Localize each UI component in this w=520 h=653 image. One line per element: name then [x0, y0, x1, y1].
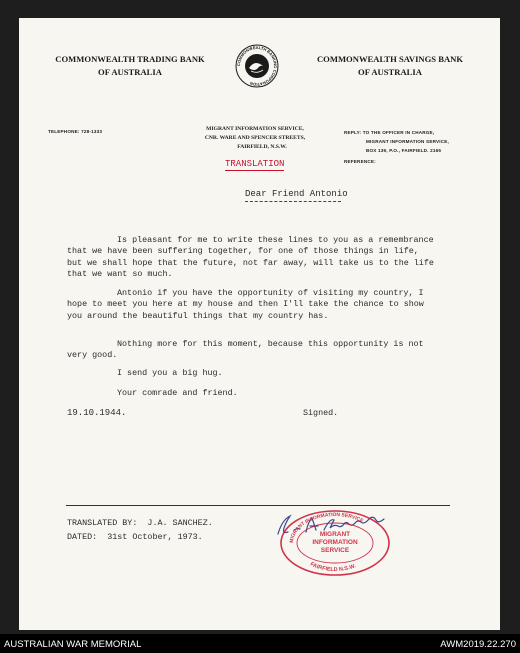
savings-bank-line-1: COMMONWEALTH SAVINGS BANK	[316, 54, 464, 64]
paragraph-4: I send you a big hug.	[117, 368, 223, 378]
trading-bank-name	[35, 53, 225, 79]
trading-bank-line-2: OF AUSTRALIA	[98, 67, 162, 77]
translation-date: DATED: 31st October, 1973.	[67, 532, 203, 542]
section-divider	[66, 505, 450, 506]
letter-date: 19.10.1944.	[67, 408, 127, 418]
stamp-ring-text: MIGRANT INFORMATION SERVICE	[288, 511, 365, 544]
stamp-bottom-text: FAIRFIELD N.S.W.	[309, 561, 357, 574]
signed-label: Signed.	[303, 408, 339, 418]
reference-label: REFERENCE:	[344, 159, 376, 164]
paragraph-3: Nothing more for this moment, because this opportunity is not very good.	[67, 339, 424, 361]
translated-by: TRANSLATED BY: J.A. SANCHEZ.	[67, 518, 213, 528]
trading-bank-line-1: COMMONWEALTH TRADING BANK	[55, 54, 205, 64]
stamp-line-2: INFORMATION	[312, 539, 358, 546]
stamp-line-1: MIGRANT	[319, 531, 351, 538]
address-line-2: CNR. WARE AND SPENCER STREETS,	[204, 135, 306, 141]
reply-line-1: REPLY: TO THE OFFICER IN CHARGE,	[344, 130, 435, 135]
paragraph-5: Your comrade and friend.	[117, 388, 238, 398]
migrant-service-stamp	[277, 507, 393, 577]
stamp-line-3: SERVICE	[320, 547, 350, 554]
paragraph-2: Antonio if you have the opportunity of visiting my country, I hope to meet you here at my house and then I'll take the chance to show you around the beautiful things that my country has.	[67, 288, 424, 321]
salutation: Dear Friend Antonio	[245, 189, 348, 199]
archive-id: AWM2019.22.270	[440, 639, 516, 650]
address-line-1: MIGRANT INFORMATION SERVICE,	[206, 126, 304, 132]
archive-footer	[0, 634, 520, 653]
archive-name: AUSTRALIAN WAR MEMORIAL	[4, 639, 142, 650]
reply-line-2: MIGRANT INFORMATION SERVICE,	[366, 139, 450, 144]
reply-line-3: BOX 139, P.O., FAIRFIELD. 2165	[366, 148, 442, 153]
paragraph-1: Is pleasant for me to write these lines to you as a remembrance that we have been suffering together, for one of those things in life, but we shall hope that the future, not far away, will take us to the life that we want so much.	[67, 235, 434, 279]
address-line-3: FAIRFIELD, N.S.W.	[237, 144, 287, 150]
reply-block	[344, 128, 449, 166]
salutation-underline	[245, 201, 341, 202]
translation-heading: TRANSLATION	[225, 159, 285, 169]
logo-ring-text: COMMONWEALTH BANKING CORPORATION	[235, 44, 279, 88]
savings-bank-line-2: OF AUSTRALIA	[358, 67, 422, 77]
office-address	[185, 125, 325, 152]
telephone: TELEPHONE: 728-1333	[48, 129, 103, 134]
bank-logo	[234, 43, 280, 89]
savings-bank-name	[295, 53, 485, 79]
